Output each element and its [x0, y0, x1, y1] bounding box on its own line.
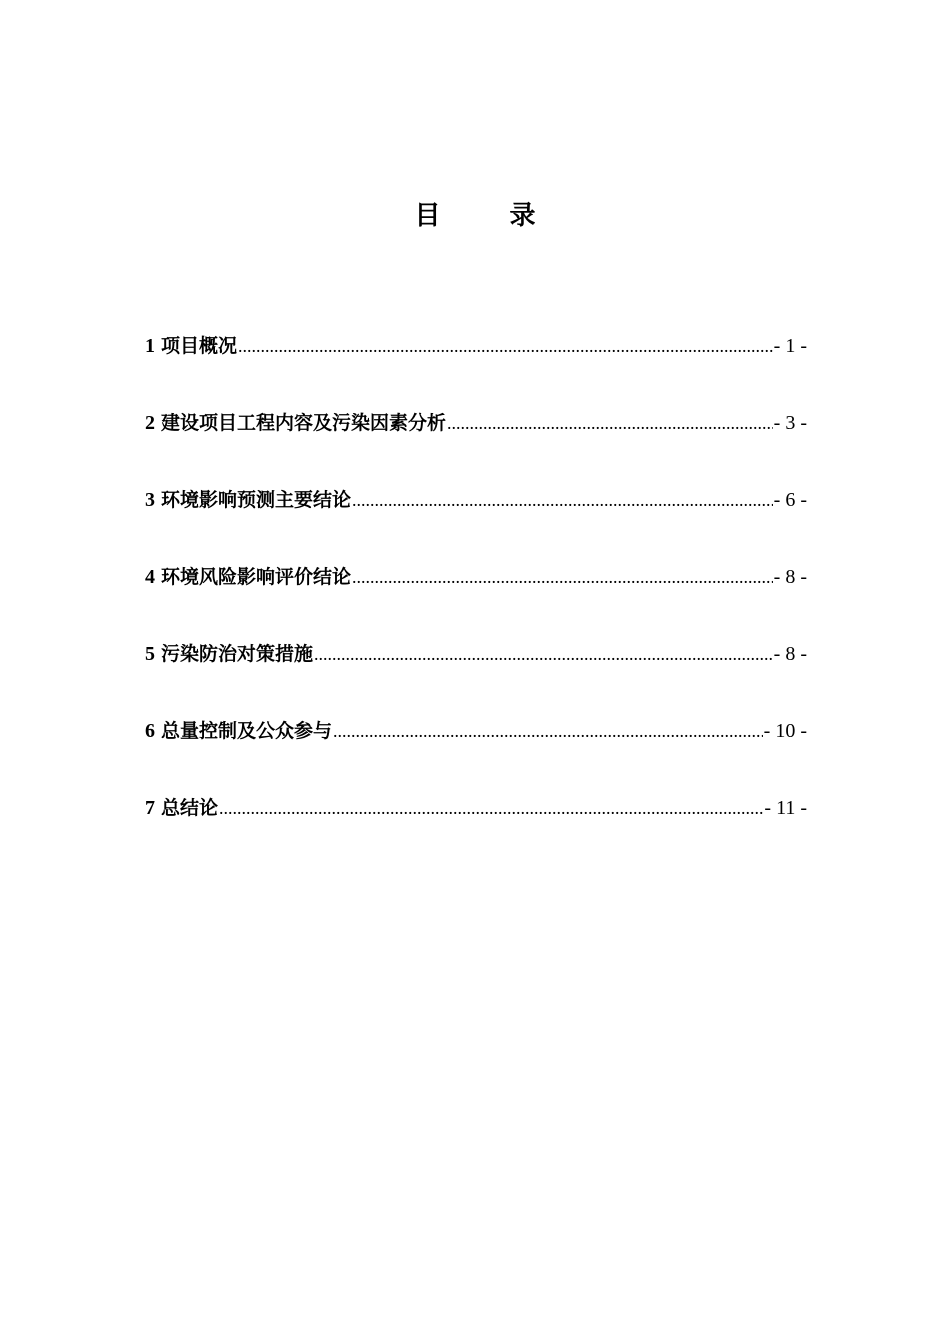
dot-leader	[352, 561, 773, 593]
toc-entry-title: 环境影响预测主要结论	[161, 489, 352, 511]
dot-leader	[333, 715, 763, 747]
toc-entry-3[interactable]	[145, 484, 807, 561]
dot-leader	[314, 638, 773, 670]
table-of-contents	[145, 330, 807, 869]
toc-entry-title: 总结论	[161, 797, 219, 819]
dot-leader	[219, 792, 763, 824]
toc-entry-number: 5	[145, 643, 155, 665]
toc-entry-page: - 8 -	[773, 643, 807, 665]
toc-entry-number: 7	[145, 797, 155, 819]
toc-entry-number: 4	[145, 566, 155, 588]
toc-entry-title: 建设项目工程内容及污染因素分析	[161, 412, 447, 434]
toc-entry-6[interactable]	[145, 715, 807, 792]
toc-entry-title: 总量控制及公众参与	[161, 720, 333, 742]
dot-leader	[352, 484, 773, 516]
toc-entry-page: - 6 -	[773, 489, 807, 511]
toc-entry-number: 3	[145, 489, 155, 511]
page-title: 目 录	[414, 201, 566, 231]
toc-entry-title: 污染防治对策措施	[161, 643, 314, 665]
toc-entry-title: 项目概况	[161, 335, 238, 357]
toc-entry-page: - 3 -	[773, 412, 807, 434]
toc-entry-5[interactable]	[145, 638, 807, 715]
toc-entry-page: - 1 -	[773, 335, 807, 357]
toc-entry-number: 6	[145, 720, 155, 742]
toc-entry-page: - 11 -	[764, 797, 807, 819]
toc-entry-number: 1	[145, 335, 155, 357]
toc-entry-2[interactable]	[145, 407, 807, 484]
toc-entry-page: - 10 -	[763, 720, 807, 742]
toc-entry-title: 环境风险影响评价结论	[161, 566, 352, 588]
toc-entry-page: - 8 -	[773, 566, 807, 588]
dot-leader	[447, 407, 773, 439]
dot-leader	[238, 330, 773, 362]
toc-entry-number: 2	[145, 412, 155, 434]
toc-entry-4[interactable]	[145, 561, 807, 638]
toc-entry-7[interactable]	[145, 792, 807, 869]
toc-entry-1[interactable]	[145, 330, 807, 407]
